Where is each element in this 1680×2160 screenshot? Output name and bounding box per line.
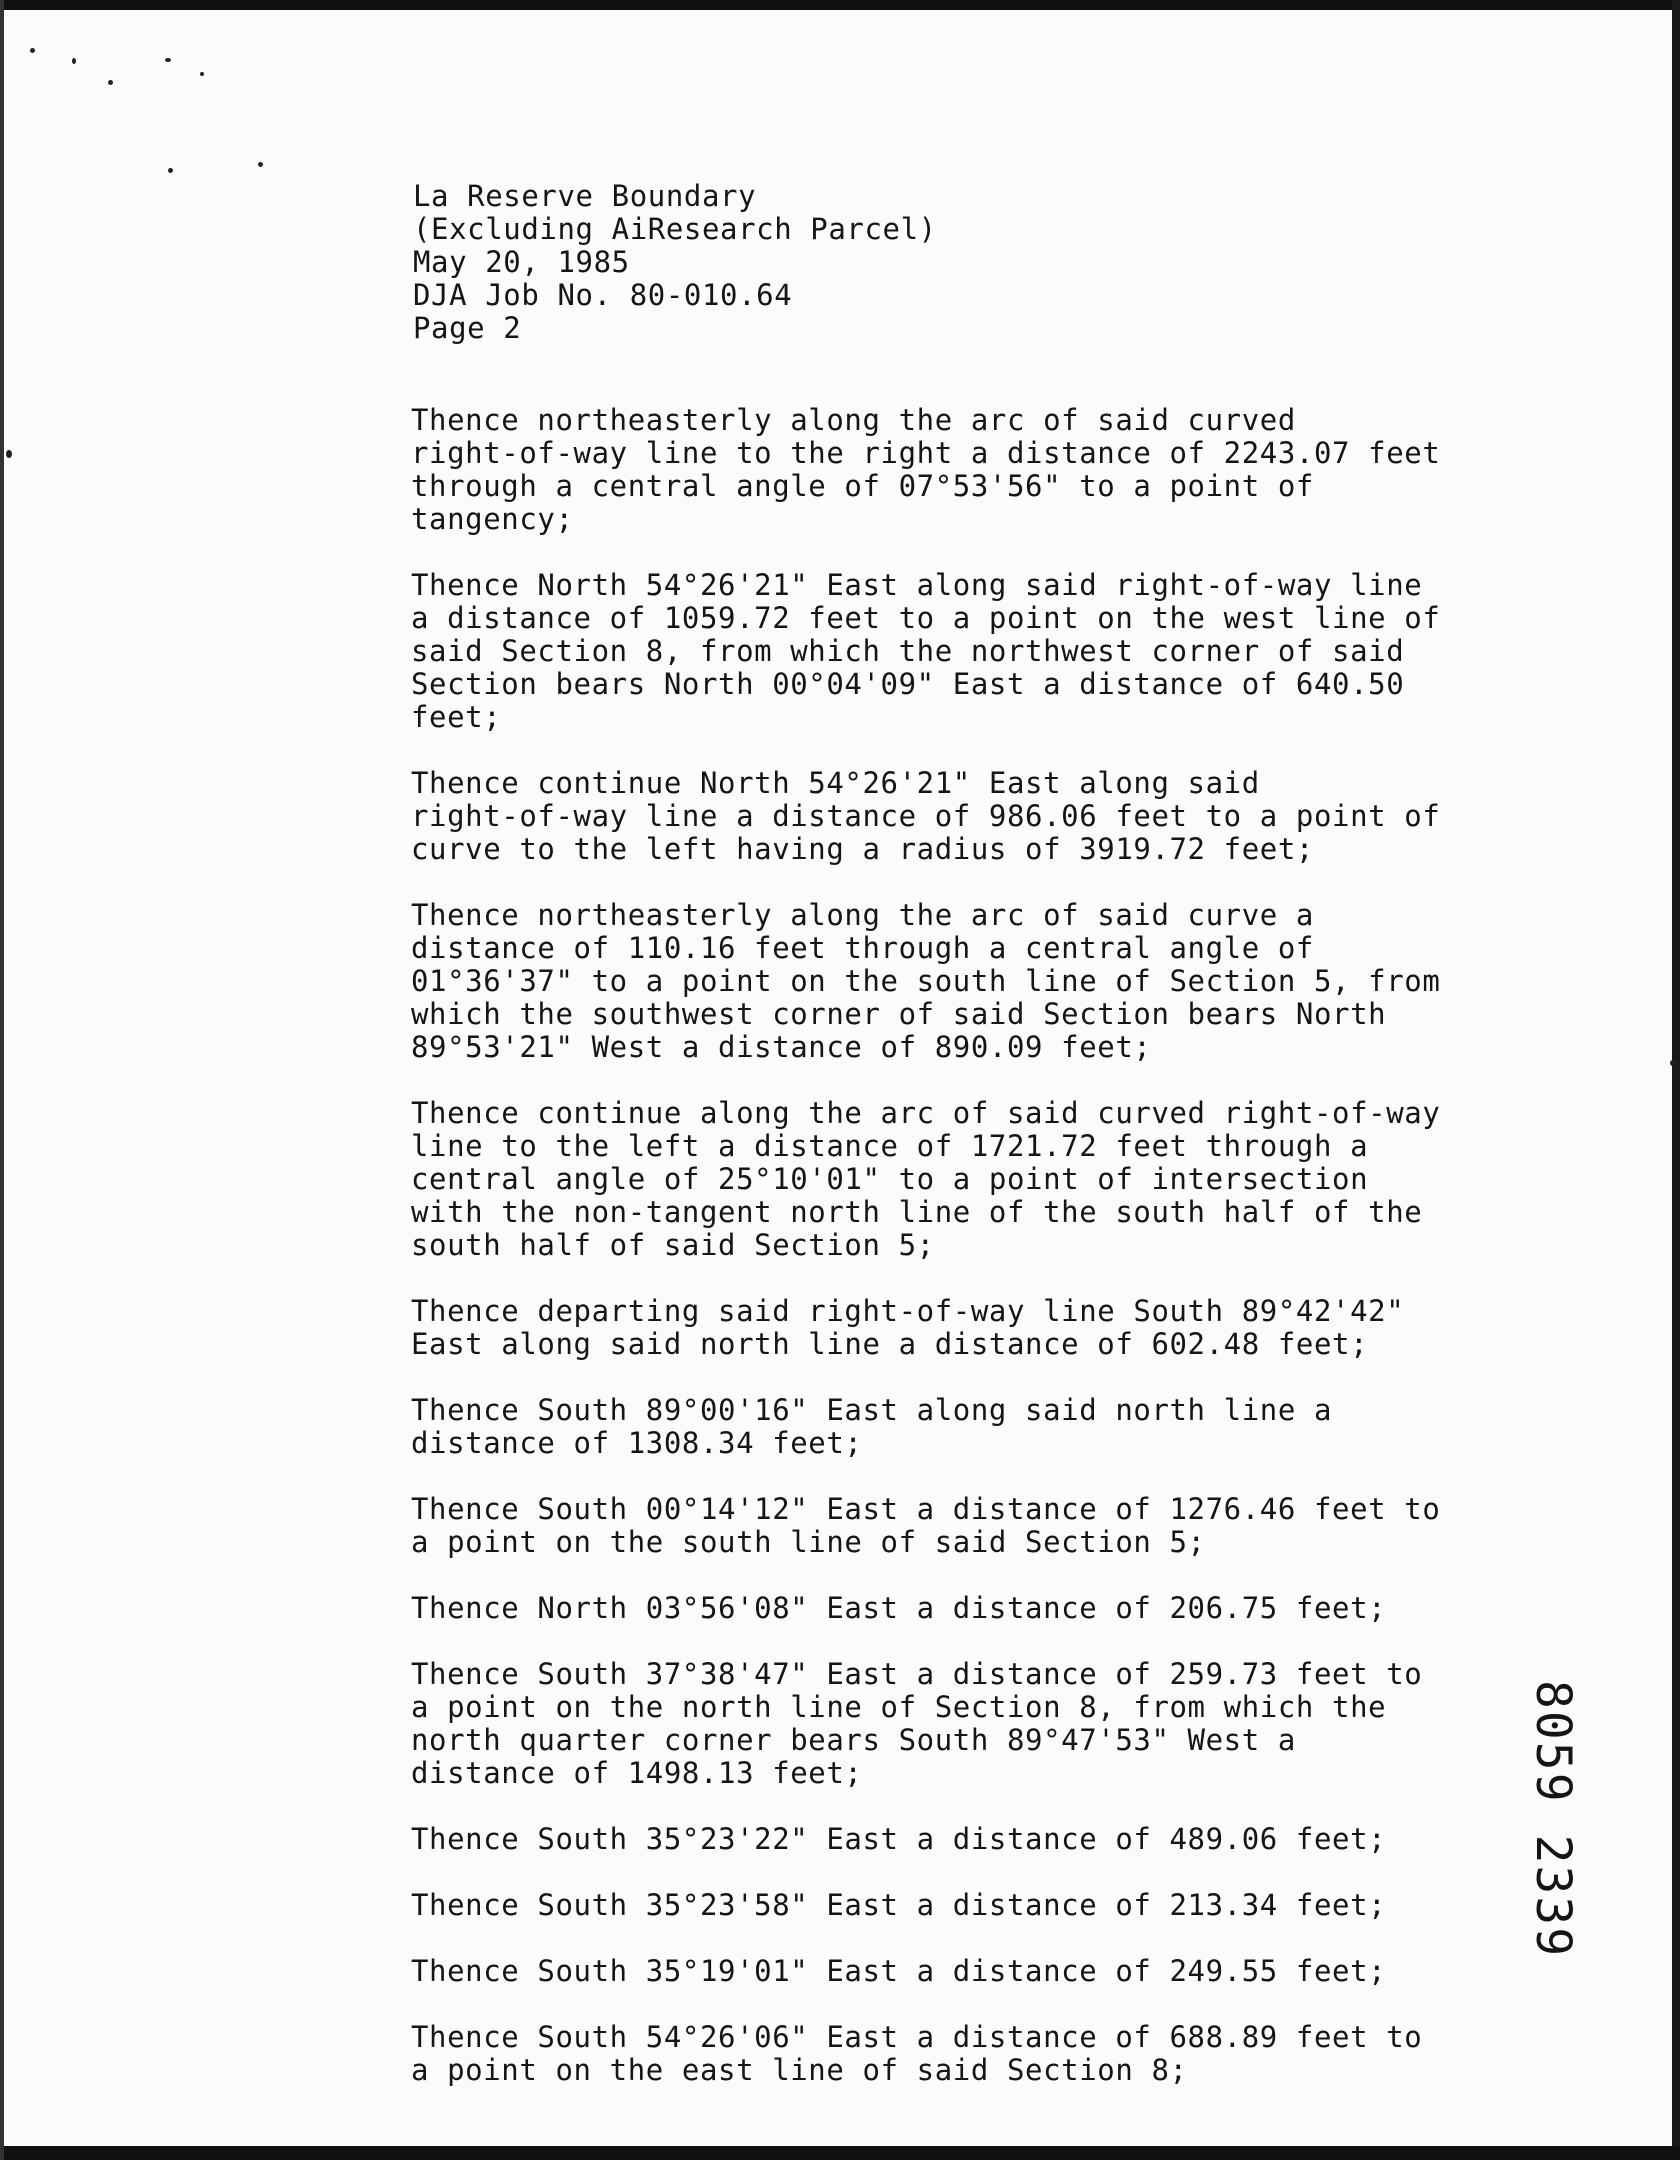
text-line: tangency; xyxy=(411,502,574,536)
scan-speck xyxy=(258,162,263,167)
text-line: feet; xyxy=(411,700,502,734)
legal-description-paragraph xyxy=(411,899,1551,1064)
text-line: Thence continue North 54°26'21" East along said xyxy=(411,766,1260,800)
text-line: line to the left a distance of 1721.72 feet through a xyxy=(411,1129,1369,1163)
scan-speck xyxy=(30,48,35,53)
scan-edge-right xyxy=(1672,0,1680,2160)
scan-edge-left xyxy=(0,0,4,2160)
scan-speck xyxy=(6,450,12,458)
legal-description-paragraph xyxy=(411,1097,1551,1262)
document-header xyxy=(413,180,937,345)
legal-description-paragraph xyxy=(411,1658,1551,1790)
legal-description-paragraph xyxy=(411,1493,1551,1559)
scan-speck xyxy=(168,168,173,173)
text-line: through a central angle of 07°53'56" to a point of xyxy=(411,469,1314,503)
text-line: Thence departing said right-of-way line South 89°42'42" xyxy=(411,1294,1405,1328)
legal-description-paragraph xyxy=(411,1295,1551,1361)
text-line: said Section 8, from which the northwest corner of said xyxy=(411,634,1405,668)
text-line: Thence South 89°00'16" East along said north line a xyxy=(411,1393,1333,1427)
legal-description-paragraph xyxy=(411,767,1551,866)
text-line: curve to the left having a radius of 3919.72 feet; xyxy=(411,832,1314,866)
text-line: distance of 1308.34 feet; xyxy=(411,1426,863,1460)
text-line: north quarter corner bears South 89°47'53" West a xyxy=(411,1723,1296,1757)
bates-stamp-number: 8059 2339 xyxy=(1525,1680,1581,1959)
text-line: a point on the south line of said Section 5; xyxy=(411,1525,1206,1559)
scan-speck xyxy=(200,72,204,76)
header-job-number: DJA Job No. 80-010.64 xyxy=(413,278,793,312)
legal-description-paragraph xyxy=(411,569,1551,734)
header-page-number: Page 2 xyxy=(413,311,522,345)
text-line: Thence northeasterly along the arc of said curve a xyxy=(411,898,1314,932)
text-line: with the non-tangent north line of the south half of the xyxy=(411,1195,1423,1229)
header-date: May 20, 1985 xyxy=(413,245,630,279)
text-line: right-of-way line a distance of 986.06 feet to a point of xyxy=(411,799,1441,833)
text-line: Thence South 37°38'47" East a distance of 259.73 feet to xyxy=(411,1657,1423,1691)
text-line: Thence South 54°26'06" East a distance of 688.89 feet to xyxy=(411,2020,1423,2054)
text-line: a distance of 1059.72 feet to a point on the west line of xyxy=(411,601,1441,635)
text-line: Thence northeasterly along the arc of said curved xyxy=(411,403,1296,437)
legal-description-paragraph xyxy=(411,1889,1551,1922)
legal-description-paragraph xyxy=(411,404,1551,536)
header-subtitle: (Excluding AiResearch Parcel) xyxy=(413,212,937,246)
text-line: Thence South 35°19'01" East a distance of 249.55 feet; xyxy=(411,1954,1387,1988)
scan-edge-top xyxy=(0,0,1680,10)
text-line: central angle of 25°10'01" to a point of intersection xyxy=(411,1162,1369,1196)
scan-speck xyxy=(165,58,171,62)
scan-speck xyxy=(108,80,113,85)
scan-speck xyxy=(1670,1060,1675,1066)
legal-description-paragraph xyxy=(411,1823,1551,1856)
document-body xyxy=(411,404,1551,2120)
text-line: distance of 110.16 feet through a central angle of xyxy=(411,931,1314,965)
text-line: Thence South 35°23'58" East a distance of 213.34 feet; xyxy=(411,1888,1387,1922)
header-title: La Reserve Boundary xyxy=(413,179,757,213)
scan-speck xyxy=(72,58,76,64)
text-line: Thence South 00°14'12" East a distance of 1276.46 feet to xyxy=(411,1492,1441,1526)
text-line: south half of said Section 5; xyxy=(411,1228,935,1262)
legal-description-paragraph xyxy=(411,1955,1551,1988)
text-line: distance of 1498.13 feet; xyxy=(411,1756,863,1790)
text-line: a point on the north line of Section 8, from which the xyxy=(411,1690,1387,1724)
text-line: right-of-way line to the right a distance of 2243.07 feet xyxy=(411,436,1441,470)
text-line: Thence North 54°26'21" East along said right-of-way line xyxy=(411,568,1423,602)
legal-description-paragraph xyxy=(411,1592,1551,1625)
text-line: Thence North 03°56'08" East a distance of 206.75 feet; xyxy=(411,1591,1387,1625)
legal-description-paragraph xyxy=(411,2021,1551,2087)
text-line: Thence South 35°23'22" East a distance of 489.06 feet; xyxy=(411,1822,1387,1856)
text-line: Thence continue along the arc of said curved right-of-way xyxy=(411,1096,1441,1130)
text-line: East along said north line a distance of 602.48 feet; xyxy=(411,1327,1369,1361)
text-line: 01°36'37" to a point on the south line of Section 5, from xyxy=(411,964,1441,998)
text-line: a point on the east line of said Section 8; xyxy=(411,2053,1188,2087)
scan-edge-bottom xyxy=(0,2146,1680,2160)
text-line: Section bears North 00°04'09" East a distance of 640.50 xyxy=(411,667,1405,701)
text-line: which the southwest corner of said Section bears North xyxy=(411,997,1387,1031)
text-line: 89°53'21" West a distance of 890.09 feet; xyxy=(411,1030,1152,1064)
legal-description-paragraph xyxy=(411,1394,1551,1460)
